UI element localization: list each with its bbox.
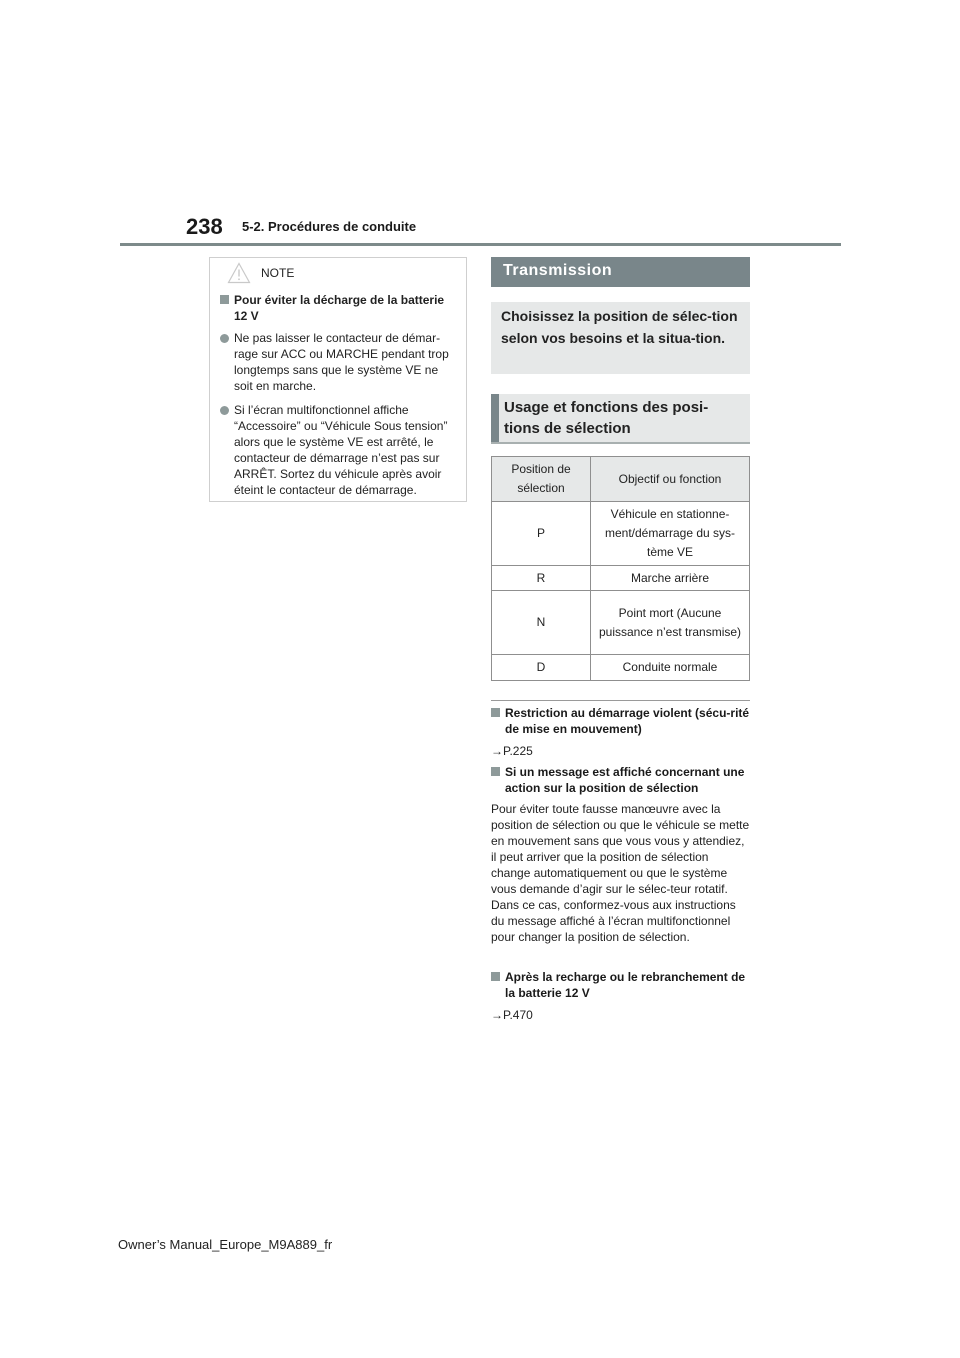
- table-cell-function: Point mort (Aucune puissance n’est transmise): [591, 591, 750, 655]
- square-bullet-icon: [220, 295, 229, 304]
- info-heading-text: Si un message est affiché concernant une action sur la position de sélection: [505, 765, 745, 795]
- table-cell-position: R: [492, 566, 591, 591]
- page-reference-link[interactable]: →P.470: [491, 1008, 533, 1022]
- note-heading: [220, 292, 460, 324]
- info-paragraph: Pour éviter toute fausse manœuvre avec la position de sélection ou que le véhicule se mette en mouvement sans que vous vous y attendiez, il peut arriver que la position de sélection change automatiquement ou que le système vous demande d’agir sur le sélec-teur rotatif. Dans ce cas, conformez-vous aux instructions du message affiché à l’écran multifonctionnel pour changer la position de sélection.: [491, 802, 750, 944]
- page-reference-link[interactable]: →P.225: [491, 744, 533, 758]
- section-intro-box: [491, 302, 750, 374]
- note-box: [209, 257, 467, 502]
- section-separator: [491, 700, 750, 701]
- table-row: [492, 591, 750, 655]
- square-bullet-icon: [491, 708, 500, 717]
- header-rule: [120, 243, 841, 246]
- chapter-title: 5-2. Procédures de conduite: [242, 219, 417, 234]
- info-heading: [491, 705, 750, 737]
- note-heading-text: Pour éviter la décharge de la batterie 12 V: [234, 293, 445, 323]
- info-heading: [491, 764, 750, 796]
- info-block-restriction: [491, 705, 750, 758]
- table-cell-function: Conduite normale: [591, 655, 750, 681]
- selection-table: [491, 456, 750, 681]
- note-header: [210, 258, 466, 288]
- note-item-text: Si l’écran multifonctionnel affiche “Accessoire” ou “Véhicule Sous tension” alors que le système VE est arrêté, le contacteur de démarrage n’est pas sur ARRÊT. Sortez du véhicule après avoir éteint le contacteur de démarrage.: [234, 403, 448, 497]
- circle-bullet-icon: [220, 334, 229, 343]
- note-label: NOTE: [261, 266, 295, 280]
- info-heading-text: Après la recharge ou le rebranchement de la batterie 12 V: [505, 970, 746, 1000]
- section-title-bar: [491, 257, 750, 287]
- subsection-accent: [491, 394, 499, 442]
- subsection-title-bar: [491, 394, 750, 444]
- warning-triangle-icon: [227, 262, 251, 284]
- note-item: [220, 402, 460, 498]
- table-row: [492, 655, 750, 681]
- table-cell-position: D: [492, 655, 591, 681]
- info-block-battery: [491, 969, 750, 1022]
- note-item-text: Ne pas laisser le contacteur de démar-rage sur ACC ou MARCHE pendant trop longtemps sans que le système VE ne soit en marche.: [234, 331, 449, 393]
- note-body: [220, 292, 460, 506]
- note-item: [220, 330, 460, 394]
- page-number: 238: [186, 214, 223, 239]
- table-header-row: [492, 457, 750, 502]
- table-header-position: Position de sélection: [492, 457, 591, 502]
- table-row: [492, 566, 750, 591]
- table-cell-position: N: [492, 591, 591, 655]
- section-intro: Choisissez la position de sélec-tion selon vos besoins et la situa-tion.: [501, 308, 738, 346]
- subsection-title: Usage et fonctions des posi-tions de sélection: [504, 399, 709, 437]
- square-bullet-icon: [491, 972, 500, 981]
- footer-manual-id: Owner’s Manual_Europe_M9A889_fr: [118, 1237, 333, 1252]
- section-title: Transmission: [503, 262, 613, 279]
- circle-bullet-icon: [220, 406, 229, 415]
- info-heading-text: Restriction au démarrage violent (sécu-rité de mise en mouvement): [505, 706, 750, 736]
- table-row: [492, 502, 750, 566]
- table-cell-function: Marche arrière: [591, 566, 750, 591]
- square-bullet-icon: [491, 767, 500, 776]
- table-header-function: Objectif ou fonction: [591, 457, 750, 502]
- info-block-message: [491, 764, 750, 945]
- info-heading: [491, 969, 750, 1001]
- table-cell-position: P: [492, 502, 591, 566]
- table-cell-function: Véhicule en stationne-ment/démarrage du sys-tème VE: [591, 502, 750, 566]
